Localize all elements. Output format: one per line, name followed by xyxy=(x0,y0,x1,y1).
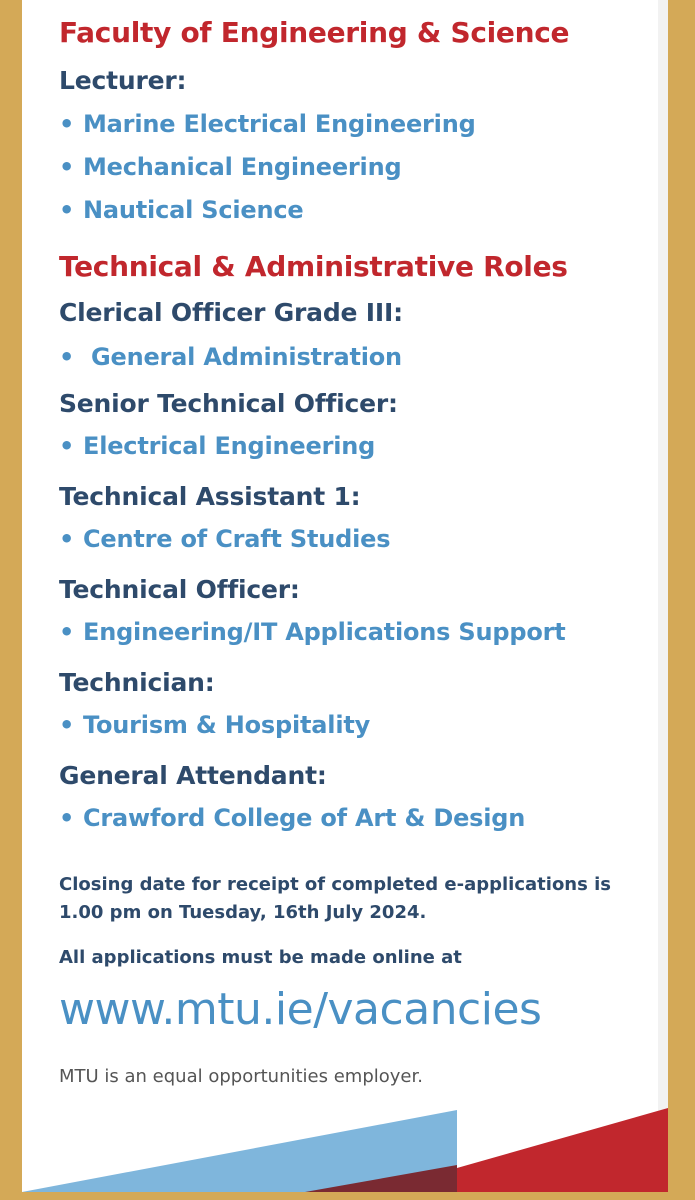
lecturer-heading: Lecturer: xyxy=(59,66,187,95)
role-heading: General Attendant: xyxy=(59,761,327,790)
bullet-icon: • xyxy=(59,711,75,739)
role-heading: Technical Assistant 1: xyxy=(59,482,361,511)
bullet-icon: • xyxy=(59,804,75,832)
role-heading: Technician: xyxy=(59,668,215,697)
list-item: • Crawford College of Art & Design xyxy=(59,804,526,832)
list-item: • Centre of Craft Studies xyxy=(59,525,391,553)
bullet-icon: • xyxy=(59,432,75,460)
bullet-icon: • xyxy=(59,525,75,553)
apply-online-text: All applications must be made online at xyxy=(59,947,462,968)
gold-border-bottom xyxy=(0,1192,695,1200)
list-item: • Tourism & Hospitality xyxy=(59,711,371,739)
red-wedge xyxy=(457,1108,668,1192)
role-heading: Clerical Officer Grade III: xyxy=(59,298,403,327)
vacancies-link[interactable]: www.mtu.ie/vacancies xyxy=(59,984,542,1035)
bullet-icon: • xyxy=(59,110,75,138)
closing-date-line-1: Closing date for receipt of completed e-applications is xyxy=(59,874,611,895)
faculty-heading: Faculty of Engineering & Science xyxy=(59,16,570,49)
role-heading: Technical Officer: xyxy=(59,575,300,604)
bullet-icon: • xyxy=(59,618,75,646)
bullet-icon: • xyxy=(59,153,75,181)
list-item: • Mechanical Engineering xyxy=(59,153,402,181)
list-item: • Electrical Engineering xyxy=(59,432,376,460)
roles-heading: Technical & Administrative Roles xyxy=(59,250,568,283)
list-item: • General Administration xyxy=(59,343,402,371)
list-item: • Nautical Science xyxy=(59,196,304,224)
list-item: • Marine Electrical Engineering xyxy=(59,110,476,138)
equal-opportunities-text: MTU is an equal opportunities employer. xyxy=(59,1066,423,1087)
closing-date-line-2: 1.00 pm on Tuesday, 16th July 2024. xyxy=(59,902,427,923)
bullet-icon: • xyxy=(59,196,75,224)
bullet-icon: • xyxy=(59,343,75,371)
list-item: • Engineering/IT Applications Support xyxy=(59,618,566,646)
role-heading: Senior Technical Officer: xyxy=(59,389,398,418)
